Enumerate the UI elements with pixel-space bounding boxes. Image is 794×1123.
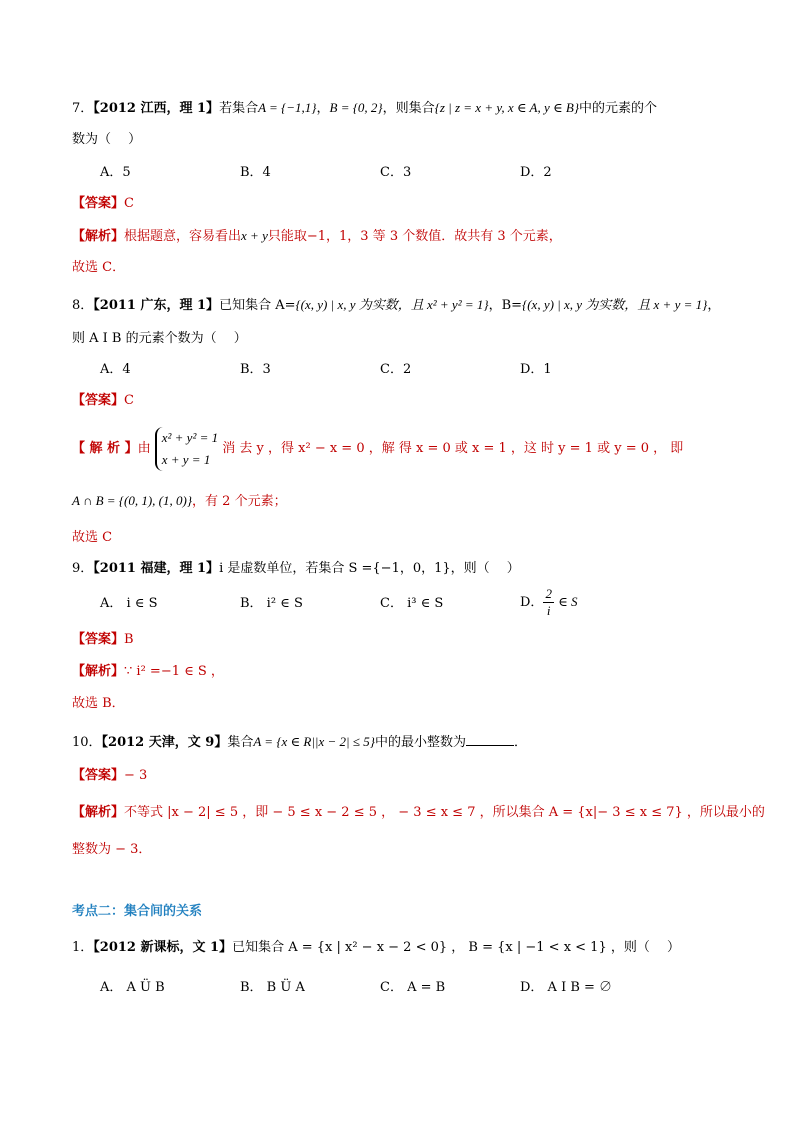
- q8-stem-line1: [72, 295, 720, 316]
- q8-set-b: {(x, y) | x, y 为实数，且 x + y = 1}: [522, 297, 708, 312]
- q10-answer-label: 【答案】: [72, 768, 125, 783]
- q7-analysis-b: 只能取−1，1，3 等 3 个数值．故共有 3 个元素，: [267, 229, 562, 244]
- q8-equation-system: [155, 427, 218, 471]
- q7-set-z: {z | z = x + y, x ∈ A, y ∈ B}: [434, 100, 580, 115]
- q8-analysis-b: 消 去 y ，得 x² − x = 0 ，解 得 x = 0 或 x = 1 ，这 时 y = 1 或 y = 0 ， 即: [222, 441, 684, 456]
- q9-analysis-label: 【解析】: [72, 664, 125, 679]
- s2q1-option-a[interactable]: A． A Ü B: [100, 980, 165, 995]
- q7-option-d[interactable]: D．2: [520, 165, 552, 180]
- q9-option-d-tail: ∈ S: [558, 594, 578, 609]
- q7-answer-label: 【答案】: [72, 196, 125, 211]
- q8-stem-c: ，: [707, 298, 721, 313]
- q9-analysis-text: ∵ i² =−1 ∈ S ，: [124, 664, 224, 679]
- q10-number: 10．: [72, 735, 102, 750]
- q8-equation-2: x + y = 1: [161, 451, 211, 467]
- section-title: 考点二：集合间的关系: [72, 904, 203, 919]
- q7-set-a: A = {−1,1}: [258, 100, 317, 115]
- q10-stem-b: 中的最小整数为: [374, 735, 466, 750]
- q9-conclusion: 故选 B．: [72, 696, 125, 711]
- q7-option-c[interactable]: C．3: [380, 165, 412, 180]
- q9-option-a[interactable]: A． i ∈ S: [100, 596, 158, 611]
- q7-analysis-a: 根据题意，容易看出: [124, 229, 242, 244]
- q8-result-set: A ∩ B = {(0, 1), (1, 0)}: [72, 493, 193, 508]
- q9-stem: [72, 559, 520, 579]
- s2q1-stem: [72, 938, 680, 958]
- q10-analysis-line1: [72, 803, 765, 823]
- q9-source: 【2011 福建，理 1】: [93, 561, 220, 576]
- q7-analysis-math: x + y: [241, 228, 268, 243]
- q7-analysis-label: 【解析】: [72, 229, 125, 244]
- q9-option-d-label: D．: [520, 595, 544, 610]
- s2q1-option-c[interactable]: C． A = B: [380, 980, 446, 995]
- q9-analysis: [72, 662, 224, 682]
- q10-set-a: A = {x ∈ R||x − 2| ≤ 5}: [253, 734, 375, 749]
- s2q1-option-d[interactable]: D． A I B = ∅: [520, 980, 613, 995]
- q8-set-a: {(x, y) | x, y 为实数，且 x² + y² = 1}: [295, 297, 489, 312]
- q8-stem-b: ，B=: [488, 298, 523, 313]
- q8-answer: [72, 391, 134, 411]
- q10-stem-c: ．: [513, 735, 527, 750]
- q10-stem: [72, 731, 527, 753]
- q8-analysis-a: 由: [137, 441, 151, 456]
- q9-answer-label: 【答案】: [72, 632, 125, 647]
- q8-stem-d: 则 A I B 的元素个数为（ ）: [72, 331, 247, 346]
- q8-conclusion: 故选 C: [72, 530, 113, 545]
- s2q1-stem-a: 已知集合 A = {x | x² − x − 2 < 0} ， B = {x | −1 < x < 1} ，则（ ）: [232, 940, 680, 955]
- s2q1-source: 【2012 新课标，文 1】: [93, 940, 233, 955]
- q7-stem-b: ，则集合: [382, 101, 435, 116]
- q8-analysis-label: 【 解 析 】: [72, 441, 138, 456]
- q8-result: [72, 491, 287, 512]
- q8-equation-1: x² + y² = 1: [161, 429, 219, 445]
- q10-analysis-label: 【解析】: [72, 805, 125, 820]
- q7-stem-a: 若集合: [219, 101, 259, 116]
- q8-stem-line2: [72, 329, 247, 349]
- q10-answer: [72, 766, 147, 786]
- q9-stem-a: i 是虚数单位，若集合 S ={−1，0，1}，则（ ）: [219, 561, 520, 576]
- q7-analysis: [72, 226, 562, 247]
- q7-conclusion: 故选 C．: [72, 260, 126, 275]
- q7-source: 【2012 江西，理 1】: [93, 101, 220, 116]
- q9-option-d[interactable]: [520, 586, 577, 619]
- q8-option-b[interactable]: B．3: [240, 362, 271, 377]
- q8-option-c[interactable]: C．2: [380, 362, 412, 377]
- q8-source: 【2011 广东，理 1】: [93, 298, 220, 313]
- s2q1-option-b[interactable]: B． B Ü A: [240, 980, 305, 995]
- q10-stem-a: 集合: [227, 735, 254, 750]
- q8-number: 8．: [72, 298, 94, 313]
- q10-answer-value: − 3: [124, 768, 148, 783]
- q7-answer-value: C: [124, 196, 134, 211]
- q10-analysis-line2: 整数为 − 3．: [72, 842, 152, 857]
- q7-set-b: B = {0, 2}: [329, 100, 383, 115]
- q9-option-b[interactable]: B． i² ∈ S: [240, 596, 303, 611]
- q8-result-tail: ，有 2 个元素；: [192, 494, 287, 509]
- q7-option-a[interactable]: A．5: [100, 165, 131, 180]
- q9-answer-value: B: [124, 632, 134, 647]
- q10-answer-blank[interactable]: [466, 731, 514, 746]
- q9-answer: [72, 630, 134, 650]
- q9-fraction-num: 2: [545, 586, 552, 601]
- q7-number: 7．: [72, 101, 94, 116]
- q7-option-b[interactable]: B．4: [240, 165, 271, 180]
- q7-answer: [72, 194, 134, 214]
- q9-option-c[interactable]: C． i³ ∈ S: [380, 596, 444, 611]
- q8-stem-a: 已知集合 A=: [219, 298, 296, 313]
- q9-fraction-den: i: [546, 603, 551, 618]
- q7-stem-line2: [72, 130, 141, 150]
- q7-sep: ，: [316, 101, 330, 116]
- q7-stem-line1: [72, 98, 657, 119]
- q8-answer-value: C: [124, 393, 134, 408]
- q8-answer-label: 【答案】: [72, 393, 125, 408]
- q9-number: 9．: [72, 561, 94, 576]
- q7-stem-c: 中的元素的个: [579, 101, 658, 116]
- q8-option-d[interactable]: D．1: [520, 362, 552, 377]
- q7-stem-d: 数为（ ）: [72, 132, 142, 147]
- q8-analysis: [72, 426, 683, 472]
- q10-source: 【2012 天津，文 9】: [101, 735, 228, 750]
- s2q1-number: 1．: [72, 940, 94, 955]
- q9-option-d-fraction: [543, 586, 554, 619]
- q8-option-a[interactable]: A．4: [100, 362, 131, 377]
- q10-analysis-a: 不等式 |x − 2| ≤ 5 ，即 − 5 ≤ x − 2 ≤ 5 ， − 3 ≤ x ≤ 7 ，所以集合 A = {x|− 3 ≤ x ≤ 7} ，所以最小的: [124, 805, 765, 820]
